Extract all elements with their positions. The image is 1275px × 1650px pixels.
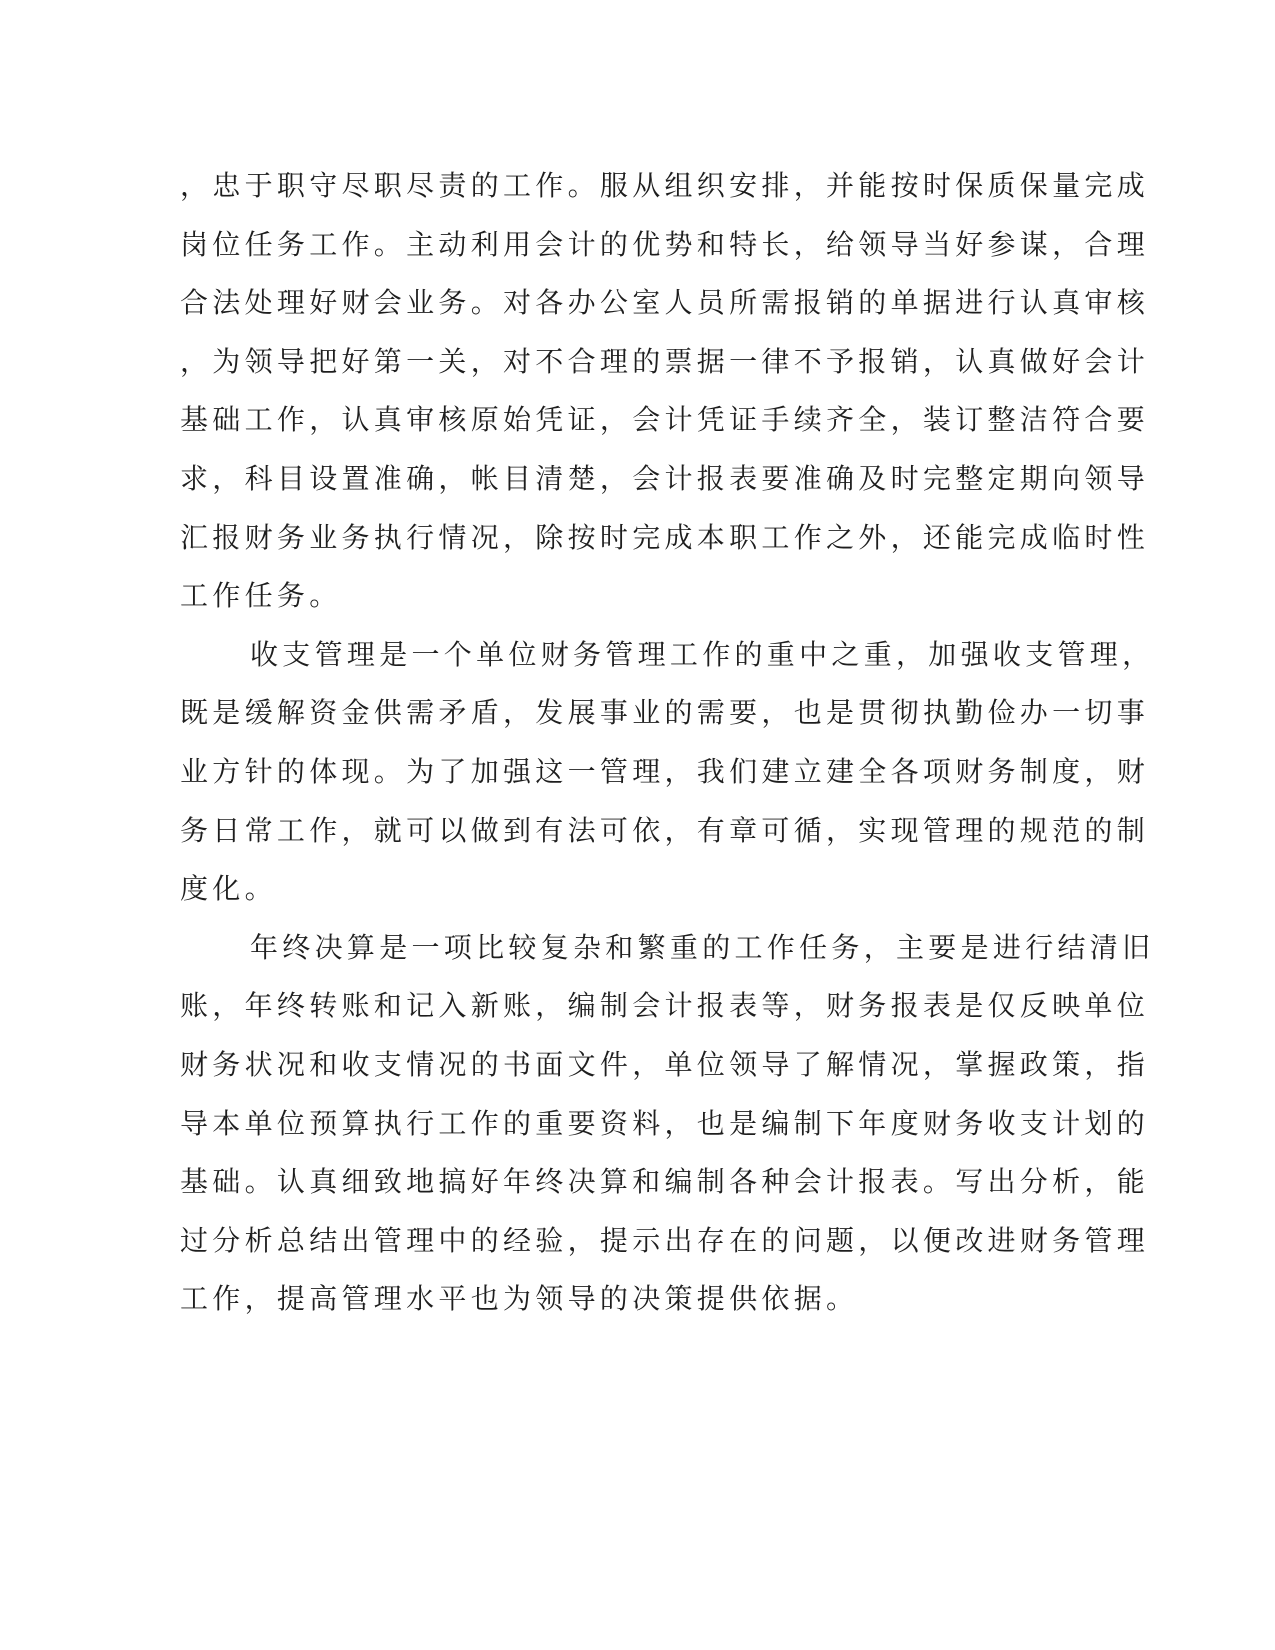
paragraph-duties [180,157,1150,626]
text-line: 账，年终转账和记入新账，编制会计报表等，财务报表是仅反映单位 [180,989,1150,1023]
text-line: 财务状况和收支情况的书面文件，单位领导了解情况，掌握政策，指 [180,1047,1150,1081]
text-line: 业方针的体现。为了加强这一管理，我们建立建全各项财务制度，财 [180,754,1150,788]
text-line: 收支管理是一个单位财务管理工作的重中之重，加强收支管理， [250,637,1155,671]
text-line: 汇报财务业务执行情况，除按时完成本职工作之外，还能完成临时性 [180,520,1150,554]
text-line: 基础。认真细致地搞好年终决算和编制各种会计报表。写出分析，能 [180,1165,1150,1199]
text-line: 导本单位预算执行工作的重要资料，也是编制下年度财务收支计划的 [180,1106,1150,1140]
text-line: 基础工作，认真审核原始凭证，会计凭证手续齐全，装订整洁符合要 [180,403,1150,437]
text-line: 工作任务。 [180,579,342,613]
text-line: 过分析总结出管理中的经验，提示出存在的问题，以便改进财务管理 [180,1223,1150,1257]
paragraph-year-end [180,919,1155,1329]
paragraph-income-expense [180,626,1155,919]
text-line: 岗位任务工作。主动利用会计的优势和特长，给领导当好参谋，合理 [180,227,1150,261]
text-line: 度化。 [180,872,277,906]
text-line: ，为领导把好第一关，对不合理的票据一律不予报销，认真做好会计 [180,344,1150,378]
document-body [180,157,1155,1329]
text-line: 工作，提高管理水平也为领导的决策提供依据。 [180,1282,859,1316]
text-line: 年终决算是一项比较复杂和繁重的工作任务，主要是进行结清旧 [250,930,1155,964]
text-line: 既是缓解资金供需矛盾，发展事业的需要，也是贯彻执勤俭办一切事 [180,696,1150,730]
text-line: 合法处理好财会业务。对各办公室人员所需报销的单据进行认真审核 [180,286,1150,320]
text-line: ，忠于职守尽职尽责的工作。服从组织安排，并能按时保质保量完成 [180,169,1150,202]
text-line: 求，科目设置准确，帐目清楚，会计报表要准确及时完整定期向领导 [180,461,1150,495]
text-line: 务日常工作，就可以做到有法可依，有章可循，实现管理的规范的制 [180,813,1150,847]
